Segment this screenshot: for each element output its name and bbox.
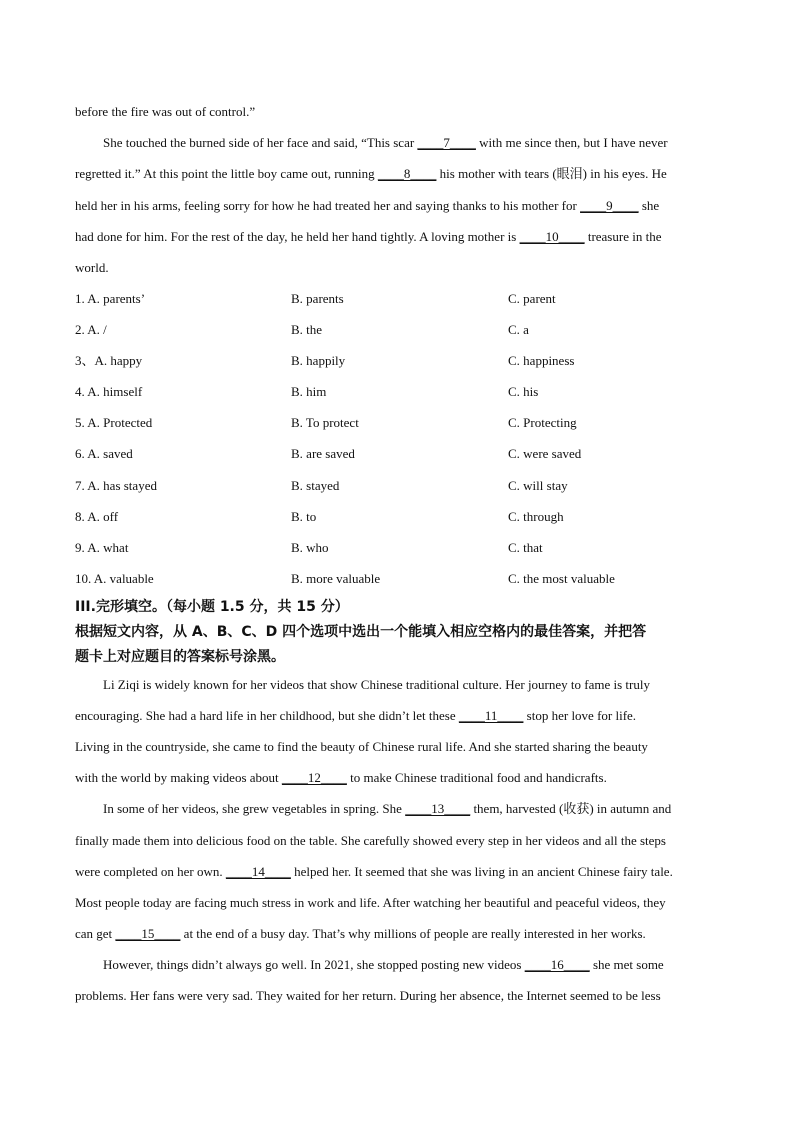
text: treasure in the xyxy=(584,229,662,244)
text: she met some xyxy=(589,957,664,972)
text: them, harvested (收获) in autumn and xyxy=(470,801,672,816)
text: In some of her videos, she grew vegetables in spring. She xyxy=(103,801,406,816)
text: had done for him. For the rest of the day, he held her hand tightly. A loving mother is xyxy=(75,229,520,244)
passage-line: before the fire was out of control.” xyxy=(75,104,256,119)
text: were completed on her own. xyxy=(75,864,226,879)
option-a[interactable]: 8. A. off xyxy=(75,509,119,524)
text: his mother with tears (眼泪) in his eyes. He xyxy=(436,166,667,181)
option-c[interactable]: C. that xyxy=(508,540,543,555)
option-c[interactable]: C. happiness xyxy=(508,353,575,368)
option-c[interactable]: C. were saved xyxy=(508,446,582,461)
blank-13[interactable]: ____13____ xyxy=(405,801,471,816)
option-b[interactable]: B. who xyxy=(291,540,329,555)
passage-line xyxy=(103,801,671,817)
option-b[interactable]: B. happily xyxy=(291,353,346,368)
blank-11[interactable]: ____11____ xyxy=(458,708,524,723)
option-b[interactable]: B. to xyxy=(291,509,317,524)
passage-line: problems. Her fans were very sad. They waited for her return. During her absence, the Internet seemed to be less xyxy=(75,988,661,1003)
option-c[interactable]: C. his xyxy=(508,384,539,399)
text: regretted it.” At this point the little boy came out, running xyxy=(75,166,378,181)
option-b[interactable]: B. more valuable xyxy=(291,571,381,586)
text: she xyxy=(638,198,660,213)
text: However, things didn’t always go well. In 2021, she stopped posting new videos xyxy=(103,957,525,972)
text: with the world by making videos about xyxy=(75,770,282,785)
text: stop her love for life. xyxy=(523,708,637,723)
passage-line: Most people today are facing much stress in work and life. After watching her beautiful and peaceful videos, they xyxy=(75,895,666,910)
passage-line xyxy=(75,229,661,245)
passage-line xyxy=(75,770,607,786)
option-a[interactable]: 6. A. saved xyxy=(75,446,133,461)
passage-line xyxy=(75,864,673,880)
option-a[interactable]: 4. A. himself xyxy=(75,384,143,399)
option-b[interactable]: B. him xyxy=(291,384,327,399)
passage-line xyxy=(75,198,659,214)
text: to make Chinese traditional food and handicrafts. xyxy=(346,770,607,785)
blank-16[interactable]: ____16____ xyxy=(524,957,590,972)
passage-line xyxy=(103,957,664,973)
passage-line: world. xyxy=(75,260,109,275)
passage-line xyxy=(75,926,646,942)
option-a[interactable]: 5. A. Protected xyxy=(75,415,153,430)
option-b[interactable]: B. To protect xyxy=(291,415,359,430)
option-c[interactable]: C. a xyxy=(508,322,529,337)
option-c[interactable]: C. the most valuable xyxy=(508,571,615,586)
option-a[interactable]: 2. A. / xyxy=(75,322,107,337)
option-a[interactable]: 3、A. happy xyxy=(75,353,143,368)
blank-8[interactable]: ____8____ xyxy=(377,166,437,181)
passage-line xyxy=(75,708,636,724)
passage-line: Living in the countryside, she came to find the beauty of Chinese rural life. And she started sharing the beauty xyxy=(75,739,648,754)
passage-line: finally made them into delicious food on the table. She carefully showed every step in her videos and all the steps xyxy=(75,833,666,848)
option-b[interactable]: B. stayed xyxy=(291,478,340,493)
text: can get xyxy=(75,926,116,941)
text: with me since then, but I have never xyxy=(475,135,668,150)
text: at the end of a busy day. That’s why millions of people are really interested in her works. xyxy=(180,926,646,941)
blank-7[interactable]: ____7____ xyxy=(417,135,476,150)
text: helped her. It seemed that she was living in an ancient Chinese fairy tale. xyxy=(290,864,673,879)
option-b[interactable]: B. parents xyxy=(291,291,344,306)
blank-10[interactable]: ____10____ xyxy=(519,229,585,244)
option-c[interactable]: C. parent xyxy=(508,291,556,306)
blank-15[interactable]: ____15____ xyxy=(115,926,181,941)
text: She touched the burned side of her face and said, “This scar xyxy=(103,135,418,150)
option-a[interactable]: 1. A. parents’ xyxy=(75,291,146,306)
text: encouraging. She had a hard life in her childhood, but she didn’t let these xyxy=(75,708,459,723)
option-b[interactable]: B. are saved xyxy=(291,446,355,461)
option-a[interactable]: 9. A. what xyxy=(75,540,129,555)
blank-12[interactable]: ____12____ xyxy=(281,770,347,785)
option-b[interactable]: B. the xyxy=(291,322,323,337)
option-a[interactable]: 7. A. has stayed xyxy=(75,478,157,493)
section-instructions: 题卡上对应题目的答案标号涂黑。 xyxy=(75,649,285,665)
passage-line xyxy=(103,135,668,151)
option-a[interactable]: 10. A. valuable xyxy=(75,571,154,586)
option-c[interactable]: C. will stay xyxy=(508,478,568,493)
section-instructions: 根据短文内容，从 A、B、C、D 四个选项中选出一个能填入相应空格内的最佳答案，并把答 xyxy=(75,624,647,640)
blank-14[interactable]: ____14____ xyxy=(225,864,291,879)
option-c[interactable]: C. through xyxy=(508,509,564,524)
option-c[interactable]: C. Protecting xyxy=(508,415,577,430)
text: held her in his arms, feeling sorry for how he had treated her and saying thanks to his mother for xyxy=(75,198,581,213)
blank-9[interactable]: ____9____ xyxy=(580,198,639,213)
passage-line: Li Ziqi is widely known for her videos that show Chinese traditional culture. Her journey to fame is truly xyxy=(103,677,650,692)
passage-line xyxy=(75,166,667,182)
section-title: III.完形填空。（每小题 1.5 分，共 15 分） xyxy=(75,599,349,615)
